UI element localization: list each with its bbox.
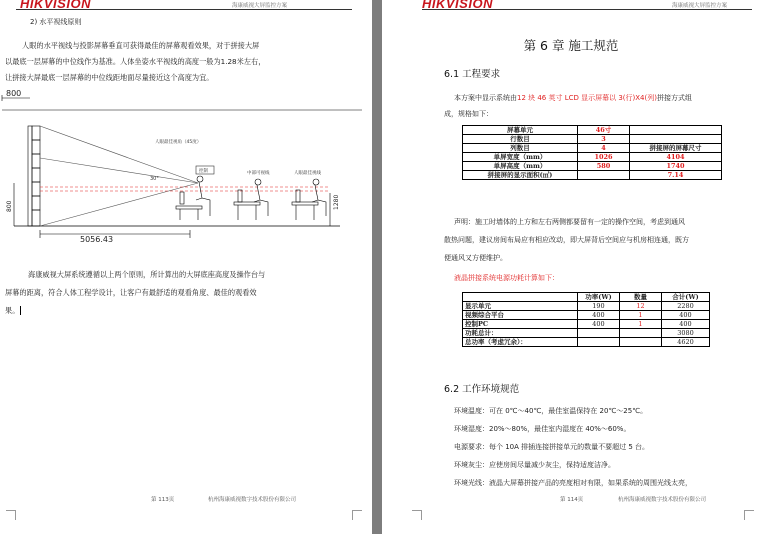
paragraph-line: 本方案中显示系统由12 块 46 英寸 LCD 显示屏幕以 3(行)X4(列)拼接方式组 — [454, 94, 692, 102]
env-line: 环境灰尘：应使房间尽量减少灰尘，保持适度洁净。 — [454, 461, 615, 469]
note-line: 便通风又方便维护。 — [444, 254, 507, 262]
table-row: 视频综合平台 400 1 400 — [463, 311, 710, 320]
env-line: 电源要求：每个 10A 排插连接拼接单元的数量不要超过 5 台。 — [454, 443, 650, 451]
paragraph-line: 人眼的水平视线与投影屏幕垂直可获得最佳的屏幕观看效果，对于拼接大屏 — [22, 41, 260, 50]
header-rule — [16, 9, 352, 10]
crop-mark — [6, 510, 16, 520]
table-row: 行数目 3 — [463, 135, 722, 144]
header-title: 海康威视大屏监控方案 — [672, 3, 728, 9]
table-row: 控制PC 400 1 400 — [463, 320, 710, 329]
text-cursor — [20, 306, 21, 315]
header-rule — [422, 9, 752, 10]
dimension-label: 1280 — [333, 194, 340, 210]
document-page-left — [0, 0, 372, 534]
chapter-title: 第 6 章 施工规范 — [523, 38, 619, 53]
crop-mark — [744, 510, 754, 520]
document-page-right — [382, 0, 760, 534]
annotation: 人眼最佳视线 — [294, 171, 321, 176]
annotation: 控制 — [199, 169, 208, 174]
note-line: 声明：施工时墙体的上方和左右两侧都要留有一定的操作空间，考虑到通风 — [454, 218, 685, 226]
table-row: 总功率（考虑冗余）： 4620 — [463, 338, 710, 347]
header-title: 海康威视大屏监控方案 — [232, 3, 288, 9]
paragraph-line: 让拼接大屏最底一层屏幕的中位线距地面尽量接近这个高度为宜。 — [5, 73, 214, 82]
section-heading: 6.1 工程要求 — [444, 69, 501, 80]
dimension-label: 800 — [6, 89, 22, 98]
table-row: 列数目 4 拼接屏的屏幕尺寸 — [463, 144, 722, 153]
viewing-angle-diagram — [0, 88, 372, 248]
table-row: 拼接屏的显示面积(㎡) 7.14 — [463, 171, 722, 180]
paragraph-line: 屏幕的距离，符合人体工程学设计，让客户有最舒适的观看角度、最佳的观看效 — [5, 288, 257, 297]
env-line: 环境湿度：20%～80%，最佳室内湿度在 40%～60%。 — [454, 425, 631, 433]
screen-spec-table — [462, 125, 722, 180]
annotation: 人眼最佳视角（45度） — [155, 140, 202, 145]
power-caption: 液晶拼接系统电源功耗计算如下： — [454, 274, 559, 282]
brand-logo: HIKVISION — [422, 0, 493, 11]
annotation: 中部可视线 — [247, 171, 270, 176]
table-row: 功耗总计： 3080 — [463, 329, 710, 338]
footer-page-number: 第 113页 — [151, 497, 175, 503]
crop-mark — [352, 510, 362, 520]
env-line: 环境温度：可在 0℃～40℃，最佳室温保持在 20℃～25℃。 — [454, 407, 648, 415]
table-row: 屏幕单元 46寸 — [463, 126, 722, 135]
brand-logo: HIKVISION — [20, 0, 91, 11]
env-line: 环境光线：液晶大屏幕拼接产品的亮度相对有限，如果系统的周围光线太亮， — [454, 479, 692, 487]
footer-company: 杭州海康威视数字技术股份有限公司 — [618, 497, 707, 503]
table-row: 单屏宽度（mm） 1026 4104 — [463, 153, 722, 162]
paragraph-line: 以最底一层屏幕的中位线作为基准。人体坐姿水平视线的高度一般为1.28米左右， — [5, 57, 266, 66]
angle-label: 30° — [150, 176, 159, 182]
dimension-label: 5056.43 — [80, 235, 114, 244]
table-row: 显示单元 190 12 2280 — [463, 302, 710, 311]
paragraph-line: 海康威视大屏系统遵循以上两个原则，所计算出的大屏底座高度及操作台与 — [28, 270, 266, 279]
section-heading: 6.2 工作环境规范 — [444, 384, 520, 395]
dimension-label: 800 — [6, 200, 13, 212]
section-heading: 2) 水平视线原则 — [30, 18, 82, 26]
paragraph-line: 果。 — [5, 306, 20, 315]
paragraph-line: 成，规格如下： — [444, 110, 493, 118]
crop-mark — [412, 510, 422, 520]
table-header-row: 功率(W) 数量 合计(W) — [463, 293, 710, 302]
footer-page-number: 第 114页 — [560, 497, 584, 503]
power-consumption-table — [462, 292, 710, 347]
table-row: 单屏高度（mm） 580 1740 — [463, 162, 722, 171]
footer-company: 杭州海康威视数字技术股份有限公司 — [208, 497, 297, 503]
note-line: 散热问题，建议房间布局应有相应改动，即大屏背后空间应与机房相连通，既方 — [444, 236, 689, 244]
